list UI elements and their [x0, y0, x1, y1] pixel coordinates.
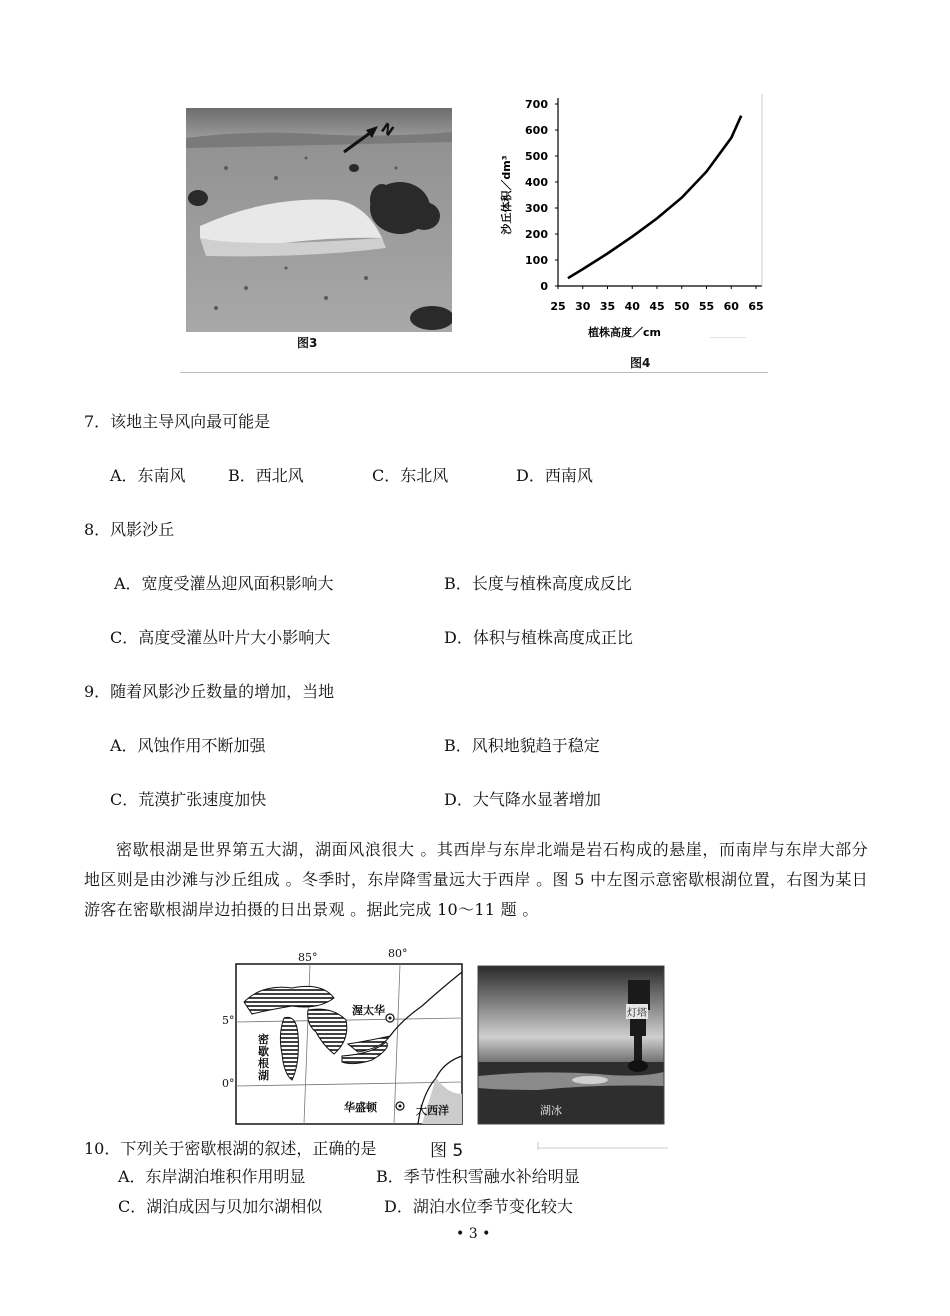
question-9-stem: 9．随着风影沙丘数量的增加，当地 — [84, 682, 335, 701]
question-9-option-b: B．风积地貌趋于稳定 — [444, 736, 600, 755]
fig5-caption: 图 5 — [430, 1141, 464, 1161]
map-label-atlantic: 大西洋 — [416, 1104, 449, 1117]
map-label-washington: 华盛顿 — [344, 1101, 377, 1114]
map-label-lat-5: 5° — [222, 1014, 235, 1027]
lake-michigan-passage: 密歇根湖是世界第五大湖，湖面风浪很大 。其西岸与东岸北端是岩石构成的悬崖，而南岸与东岸大部分地区则是由沙滩与沙丘组成 。冬季时，东岸降雪量远大于西岸 。图 5 中左图示意密歇根湖位置，右图为某日游客在密歇根湖岸边拍摄的日出景观 。据此完成 10～11 题 。 — [84, 840, 868, 919]
chart-watermark: ……………… — [710, 333, 746, 340]
figure-5 — [222, 944, 668, 1150]
question-9-option-a: A．风蚀作用不断加强 — [110, 736, 266, 755]
chart-x-tick-label: 35 — [599, 300, 616, 313]
chart-y-tick-label: 100 — [525, 254, 548, 267]
chart-y-axis-label: 沙丘体积／dm³ — [500, 155, 513, 235]
chart-y-tick-label: 600 — [525, 124, 548, 137]
question-10-stem: 10．下列关于密歇根湖的叙述，正确的是 — [84, 1139, 377, 1158]
chart-x-tick-label: 30 — [575, 300, 591, 313]
question-7-option-c: C．东北风 — [372, 466, 449, 485]
question-8-option-d: D．体积与植株高度成正比 — [444, 628, 633, 647]
chart-x-tick-label: 25 — [550, 300, 566, 313]
chart-x-tick-label: 60 — [723, 300, 739, 313]
question-9-option-c: C．荒漠扩张速度加快 — [110, 790, 267, 809]
svg-text:N: N — [377, 120, 397, 140]
question-7-option-d: D．西南风 — [516, 466, 593, 485]
chart-x-axis-label: 植株高度／cm — [588, 326, 661, 339]
question-7-stem: 7．该地主导风向最可能是 — [84, 412, 271, 431]
question-10-option-d: D．湖泊水位季节变化较大 — [384, 1197, 573, 1216]
dune-volume-chart — [496, 94, 768, 352]
question-10-option-b: B．季节性积雪融水补给明显 — [376, 1167, 580, 1186]
question-10-option-a: A．东岸湖泊堆积作用明显 — [118, 1167, 306, 1186]
chart-y-tick-label: 400 — [525, 176, 548, 189]
map-label-ottawa: 渥太华 — [352, 1004, 385, 1017]
question-7-option-b: B．西北风 — [228, 466, 304, 485]
chart-y-tick-label: 0 — [540, 280, 548, 293]
question-9-option-d: D．大气降水显著增加 — [444, 790, 601, 809]
map-label-lat-0: 0° — [222, 1077, 235, 1090]
question-8-option-c: C．高度受灌丛叶片大小影响大 — [110, 628, 331, 647]
chart-y-tick-label: 700 — [525, 98, 548, 111]
chart-series-line — [568, 116, 741, 279]
chart-x-tick-label: 65 — [748, 300, 764, 313]
photo-label-lighthouse: 灯塔 — [626, 1004, 648, 1019]
question-8-option-a: A．宽度受灌丛迎风面积影响大 — [114, 574, 334, 593]
map-label-85: 85° — [298, 951, 318, 964]
chart-y-tick-label: 200 — [525, 228, 548, 241]
chart-x-tick-label: 40 — [624, 300, 640, 313]
fig3-caption: 图3 — [297, 336, 318, 350]
question-10-option-c: C．湖泊成因与贝加尔湖相似 — [118, 1197, 323, 1216]
map-label-lake: 密歇根湖 — [258, 1033, 269, 1082]
question-8-stem: 8．风影沙丘 — [84, 520, 175, 539]
chart-x-tick-label: 45 — [649, 300, 665, 313]
page-number: • 3 • — [456, 1226, 491, 1242]
question-8-option-b: B．长度与植株高度成反比 — [444, 574, 632, 593]
map-label-80: 80° — [388, 947, 408, 960]
chart-x-tick-label: 50 — [674, 300, 690, 313]
dune-photo — [186, 108, 452, 332]
chart-y-tick-label: 500 — [525, 150, 548, 163]
chart-y-tick-label: 300 — [525, 202, 548, 215]
fig4-caption: 图4 — [630, 356, 651, 370]
photo-label-lake-ice: 湖冰 — [540, 1104, 562, 1117]
chart-x-tick-label: 55 — [698, 300, 715, 313]
question-7-option-a: A．东南风 — [110, 466, 186, 485]
